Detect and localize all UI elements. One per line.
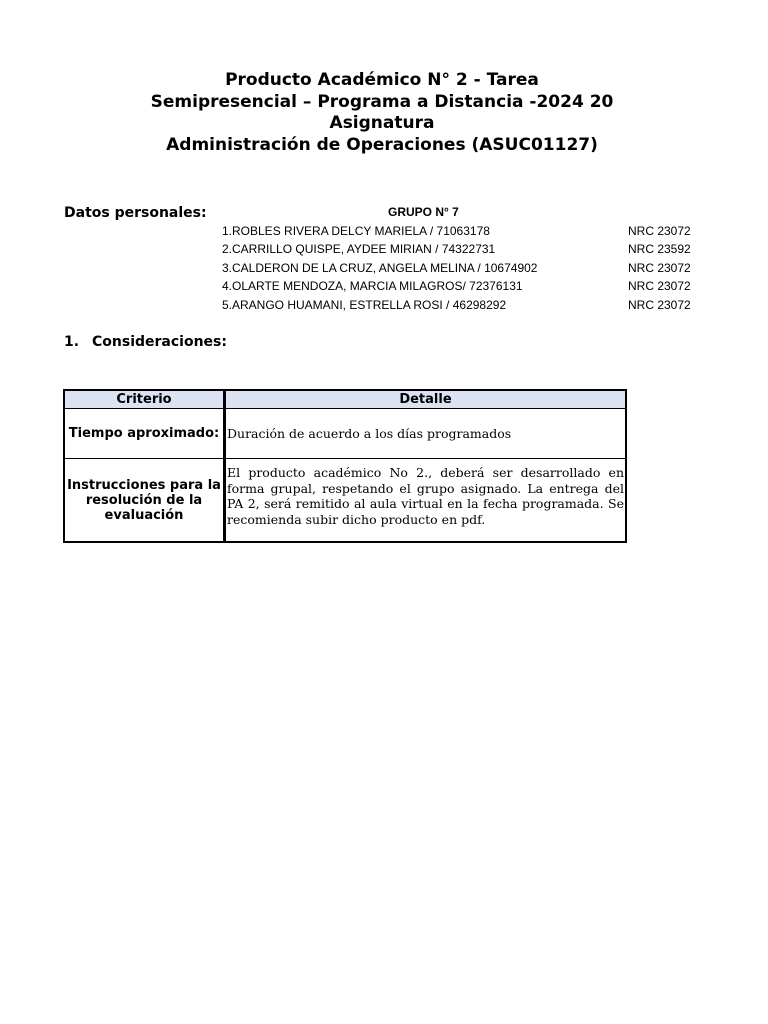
group-title: GRUPO N° 7 (388, 205, 459, 219)
title-line-3: Asignatura (329, 113, 435, 133)
title-line-4: Administración de Operaciones (ASUC01127) (166, 134, 598, 155)
member-name: 2.CARRILLO QUISPE, AYDEE MIRIAN / 74322731 (222, 242, 496, 257)
member-row (222, 241, 692, 259)
member-name: 1.ROBLES RIVERA DELCY MARIELA / 71063178 (222, 224, 490, 238)
member-nrc: NRC 23592 (628, 242, 691, 257)
header-detalle: Detalle (225, 390, 627, 409)
title-line-1: Producto Académico N° 2 - Tarea (225, 70, 539, 90)
member-nrc: NRC 23072 (628, 279, 691, 294)
member-row (222, 260, 692, 278)
member-name: 5.ARANGO HUAMANI, ESTRELLA ROSI / 46298292 (222, 297, 507, 312)
member-row (222, 297, 692, 315)
member-nrc: NRC 23072 (628, 297, 691, 312)
cell-detalle: El producto académico No 2., deberá ser desarrollado en forma grupal, respetando el grupo asignado. La entrega del PA 2, será remitido al aula virtual en la fecha programada. Se recomienda subir dicho producto en pdf. (225, 459, 627, 543)
table-row (64, 459, 626, 543)
cell-criterio: Instrucciones para la resolución de la evaluación (64, 459, 225, 543)
member-row (222, 278, 692, 296)
member-row (222, 223, 692, 241)
member-name: 3.CALDERON DE LA CRUZ, ANGELA MELINA / 10674902 (222, 260, 538, 275)
table-header-row (64, 390, 626, 409)
group-members-list (222, 223, 692, 315)
document-title (0, 70, 764, 156)
criteria-table (63, 389, 627, 543)
section-heading (64, 334, 227, 350)
member-nrc: NRC 23072 (628, 224, 691, 238)
member-name: 4.OLARTE MENDOZA, MARCIA MILAGROS/ 72376131 (222, 279, 523, 294)
title-line-2: Semipresencial – Programa a Distancia -2024 20 (150, 91, 614, 112)
member-nrc: NRC 23072 (628, 260, 691, 275)
cell-detalle: Duración de acuerdo a los días programados (225, 409, 627, 459)
section-title: Consideraciones: (92, 334, 227, 350)
section-number: 1. (64, 334, 80, 350)
header-criterio: Criterio (64, 390, 225, 409)
datos-personales-label: Datos personales: (64, 205, 207, 221)
table-row (64, 409, 626, 459)
cell-criterio: Tiempo aproximado: (64, 409, 225, 459)
